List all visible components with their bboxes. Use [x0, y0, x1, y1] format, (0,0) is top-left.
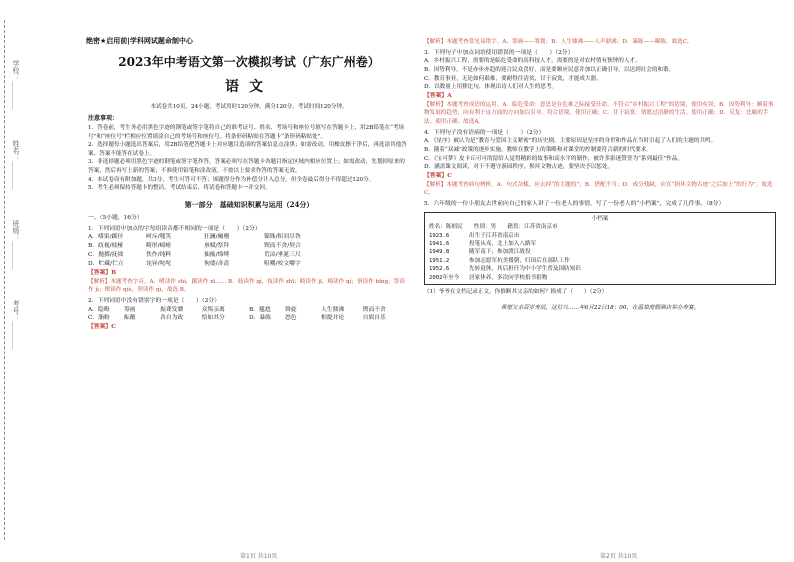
archive-box — [424, 212, 776, 285]
q1-option-b: B．歧视/枝桠 畸形/崎岖 禀赋/祭拜 锲而不舍/契合 — [88, 243, 301, 250]
q2-answer: 【答案】C — [88, 324, 116, 331]
q3-explanation: 【解析】本题考查成语的运用。A．临危受命：意思是在危难之际接受任命。不符合“乡村振兴工程”的语境，使用有误；B．因势利导：顺着事物发展的趋势，向有利于这方面的方向加以引导。符合语境，使用正确；C．甘于寂寞：情愿过清静的生活。使用正确；D．反复：比喻的手法。使用正确。故选A。 — [424, 101, 774, 125]
page-number-left: 第1页 共10页 — [240, 553, 278, 560]
q4-option-d: D．涵盖课文阅读，对于不遵守游园秩序，损坏文物古迹，要坚决予以惩处。 — [424, 164, 614, 171]
q4-explanation: 【解析】本题考查病句辨析。A．句式杂糅，应去掉“的主题的”；B．搭配不当；D．成分残缺，应在“损坏文物古迹”之后加上“的行为”。故选C。 — [424, 181, 773, 197]
strip-class: 班级：________ — [12, 220, 20, 269]
strip-school: 学校：________ — [12, 60, 20, 109]
note-item: 4．本试卷设有附加题，共3分，考生可答可不答；该题得分作为补偿分计入总分，但全卷最后得分不得超过120分。 — [88, 176, 375, 183]
q3-option-c: C．教育事业，无论如何艰难，要耐得住清贫，甘于寂寞，才能成大器。 — [424, 75, 602, 82]
subject-title: 语文 — [225, 79, 273, 95]
left-column — [88, 38, 410, 548]
archive-row: 2002年至今 居家休养，多次向学校捐书捐物 — [429, 274, 548, 281]
q2-options-row-2: C．脂粉 酝酿 各自为政 恰如其分 D．暴陈 怒色 相提并论 自娱自乐 — [88, 315, 386, 322]
q2-options-row-1: A．隐晦 筹画 振聋发聩 众叛亲离 B．尴尬 斡旋 人生鼎沸 锲而不舍 — [88, 306, 386, 313]
q2-stem: 2．下列词语中没有错别字的一项是（ ）（2分） — [88, 297, 221, 304]
section-title: 第一部分 基础知识积累与运用（24分） — [184, 199, 314, 209]
archive-row: 1952.6 先转退休，其后担任为中小学生普及国防知识 — [429, 266, 581, 273]
q4-answer: 【答案】C — [424, 172, 452, 179]
q1-option-c: C．抛掷/抚拙 佚作/纯粹 抽搐/绵缚 荒凉/垂涎三尺 — [88, 251, 301, 258]
q3-option-b: B．因势利导，不是亦步亦趋的迎合民众喜好，而是要顺应民意并加以正确引导，以达到社会的和谐。 — [424, 66, 675, 73]
header-corner: 绝密★启用前|学科网试题命制中心 — [86, 37, 193, 45]
strip-name: 姓名：________ — [12, 140, 20, 189]
q3-answer: 【答案】A — [424, 92, 452, 99]
archive-row: 1941.6 投笔从戎，北上加入八路军 — [429, 240, 537, 247]
q3-option-a: A．乡村振兴工程，需要的是临危受命的高科技人才，需要的是对农村情有独钟的人才。 — [424, 58, 641, 65]
archive-title: 小档案 — [591, 215, 609, 222]
exam-title: 2023年中考语文第一次模拟考试（广东广州卷） — [118, 55, 380, 69]
q5-subquestion: （1）爷爷在文档记录正文，你推断其父亲的如何？换成了（ ）（2分） — [424, 288, 608, 295]
q4-option-b: B．随着“双减”政策的逐步实施，教师在教学上的策略和对课堂的控制要符合新的时代要求。 — [424, 146, 652, 153]
strip-examno: 考号：________ — [12, 300, 20, 349]
q3-option-d: D．以数量上用排比句，体现出诗人们对人生的思考。 — [424, 84, 558, 91]
right-column — [424, 38, 776, 548]
q3-stem: 3．下列句子中加点词语使用错误的一项是（ ）（2分） — [424, 49, 574, 56]
note-item: 2．选择题每小题选出答案后，用2B铅笔把答题卡上对应题目选项的答案信息点涂黑；如需改动，用橡皮擦干净后，再选涂其他答案。答案不能答在试卷上。 — [88, 142, 407, 157]
archive-header: 姓名：陈炳民 性别：男 籍贯：江苏省南京市 — [429, 224, 558, 231]
note-item: 5．考生必须保持答题卡的整洁。考试结束后，将试卷和答题卡一并交回。 — [88, 185, 271, 192]
exam-meta: 本试卷共10页，24小题，考试用时120分钟。满分120分。考试时间120分钟。 — [150, 104, 348, 110]
q5-stem: 5．六年级的一位小朋友去世前向自己的家人讲了一位老人的事情，写了一份老人的“小档案”，完成了几件事。（8分） — [424, 200, 725, 207]
archive-row: 1923.6 出生于江苏省南京市 — [429, 232, 520, 239]
archive-row: 1951.2 参加志愿军抗美援朝，归国后在部队工作 — [429, 257, 570, 264]
q1-answer: 【答案】B — [88, 269, 117, 276]
notes-heading: 注意事项： — [88, 115, 119, 122]
note-item: 3．非选择题必须用黑色字迹的钢笔或签字笔作答，答案必须写在答题卡各题目指定区域内相应位置上；如需改动，先划掉原来的答案，然后再写上新的答案；不准使用铅笔和涂改液。不按以上要求作答的答案无效。 — [88, 159, 405, 174]
q2-explanation: 【解析】本题考查常见易错字。A．筹画——筹划；B．人生鼎沸——人声鼎沸；D．暴陈——曝陈。故选C。 — [424, 39, 693, 45]
q4-option-a: A．《星序》被认为是“教育与爱国主义紧密”的历史剧，主要原因是星序的身世和作品在当时引起了人们的主题的共鸣。 — [424, 138, 717, 145]
page-number-right: 第2页 共10页 — [600, 553, 638, 560]
q5-footer-note: 希望父亲百岁寿辰，这位兴……年6月22日18：00，在温泉度假酒店举办寿宴。 — [500, 304, 700, 311]
q1-stem: 1．下列词语中加点的字每组读音都不相同的一项是（ ）（2分） — [88, 225, 261, 232]
q1-explanation: 【解析】本题考查字音。A．嗜读作 shì，蹊读作 xī…… B．歧读作 qí，枝读作 zhī；畸读作 jī，崎读作 qí；禀读作 bǐng，祭读作 jì；锲读作 qiè，契读作 qì，故选 B。 — [88, 278, 405, 294]
part-label: 一、（5小题，16分） — [88, 214, 143, 221]
q4-option-c: C．《宝可梦》皮卡丘可可的留给人觉得精彩的故事和高水平的制作，被许多影迷赞誉为“系列最佳”作品。 — [424, 155, 683, 162]
note-item: 1．答卷前，考生务必用黑色字迹的钢笔或签字笔将自己的准考证号、姓名、考场号和座位号填写在答题卡上，用2B铅笔在“考场号”和“座位号”栏相应位置填涂自己的考场号和座位号。将条形码粘贴在答题卡“条形码粘贴处”。 — [88, 125, 405, 140]
q1-option-a: A．嗜果/蹊径 呵斥/嗤笑 狂澜/阑珊 锱铢/积羽尽咎 — [88, 234, 301, 241]
archive-row: 1949.8 随军南下，参加渡江战役 — [429, 249, 531, 256]
q4-stem: 4．下列句子没有语病的一项是（ ）（2分） — [424, 129, 545, 136]
q1-option-d: D．贮藏/伫立 诧异/咤咤 佝偻/吝啬 咀嚼/咬文嚼字 — [88, 260, 301, 267]
binding-strip — [4, 20, 27, 540]
